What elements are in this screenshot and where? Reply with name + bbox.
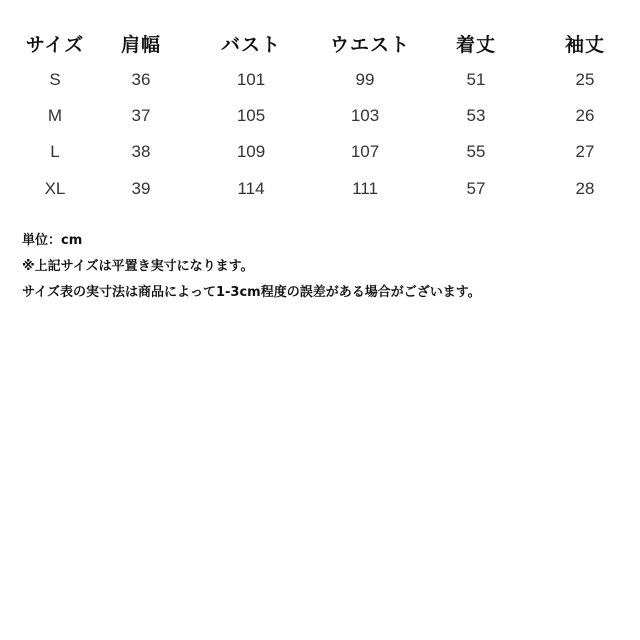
table-row	[0, 101, 640, 131]
waist-value: 111	[352, 179, 378, 198]
header-size: サイズ	[25, 34, 85, 56]
bust-value: 101	[236, 70, 266, 89]
header-waist: ウエスト	[330, 34, 411, 56]
bust-value: 114	[237, 179, 265, 198]
table-row	[0, 174, 640, 204]
size-notes	[22, 228, 632, 306]
table-row	[0, 137, 640, 167]
bust-value: 105	[236, 106, 266, 125]
size-label: M	[47, 106, 63, 125]
header-length: 着丈	[455, 34, 496, 56]
waist-value: 99	[355, 70, 375, 89]
size-label: XL	[44, 179, 66, 198]
length-value: 57	[466, 179, 486, 198]
size-label: S	[49, 70, 61, 89]
header-bust: バスト	[220, 34, 281, 56]
table-header-row	[0, 30, 640, 60]
header-shoulder-width: 肩幅	[120, 34, 161, 56]
sleeve-value: 26	[575, 106, 595, 125]
sleeve-value: 27	[575, 142, 595, 161]
size-label: L	[50, 142, 60, 161]
shoulder-value: 38	[131, 142, 151, 161]
shoulder-value: 39	[131, 179, 151, 198]
length-value: 55	[466, 142, 486, 161]
unit-note: 単位：cm	[22, 233, 83, 248]
sleeve-value: 28	[575, 179, 595, 198]
waist-value: 107	[350, 142, 380, 161]
header-sleeve-length: 袖丈	[564, 34, 605, 56]
length-value: 53	[466, 106, 486, 125]
shoulder-value: 36	[131, 70, 151, 89]
flat-measure-note: ※上記サイズは平置き実寸になります。	[22, 259, 254, 274]
error-margin-note: サイズ表の実寸法は商品によって1-3cm程度の誤差がある場合がございます。	[22, 285, 481, 300]
shoulder-value: 37	[131, 106, 151, 125]
bust-value: 109	[236, 142, 266, 161]
waist-value: 103	[350, 106, 380, 125]
length-value: 51	[466, 70, 486, 89]
sleeve-value: 25	[575, 70, 595, 89]
table-row	[0, 65, 640, 95]
